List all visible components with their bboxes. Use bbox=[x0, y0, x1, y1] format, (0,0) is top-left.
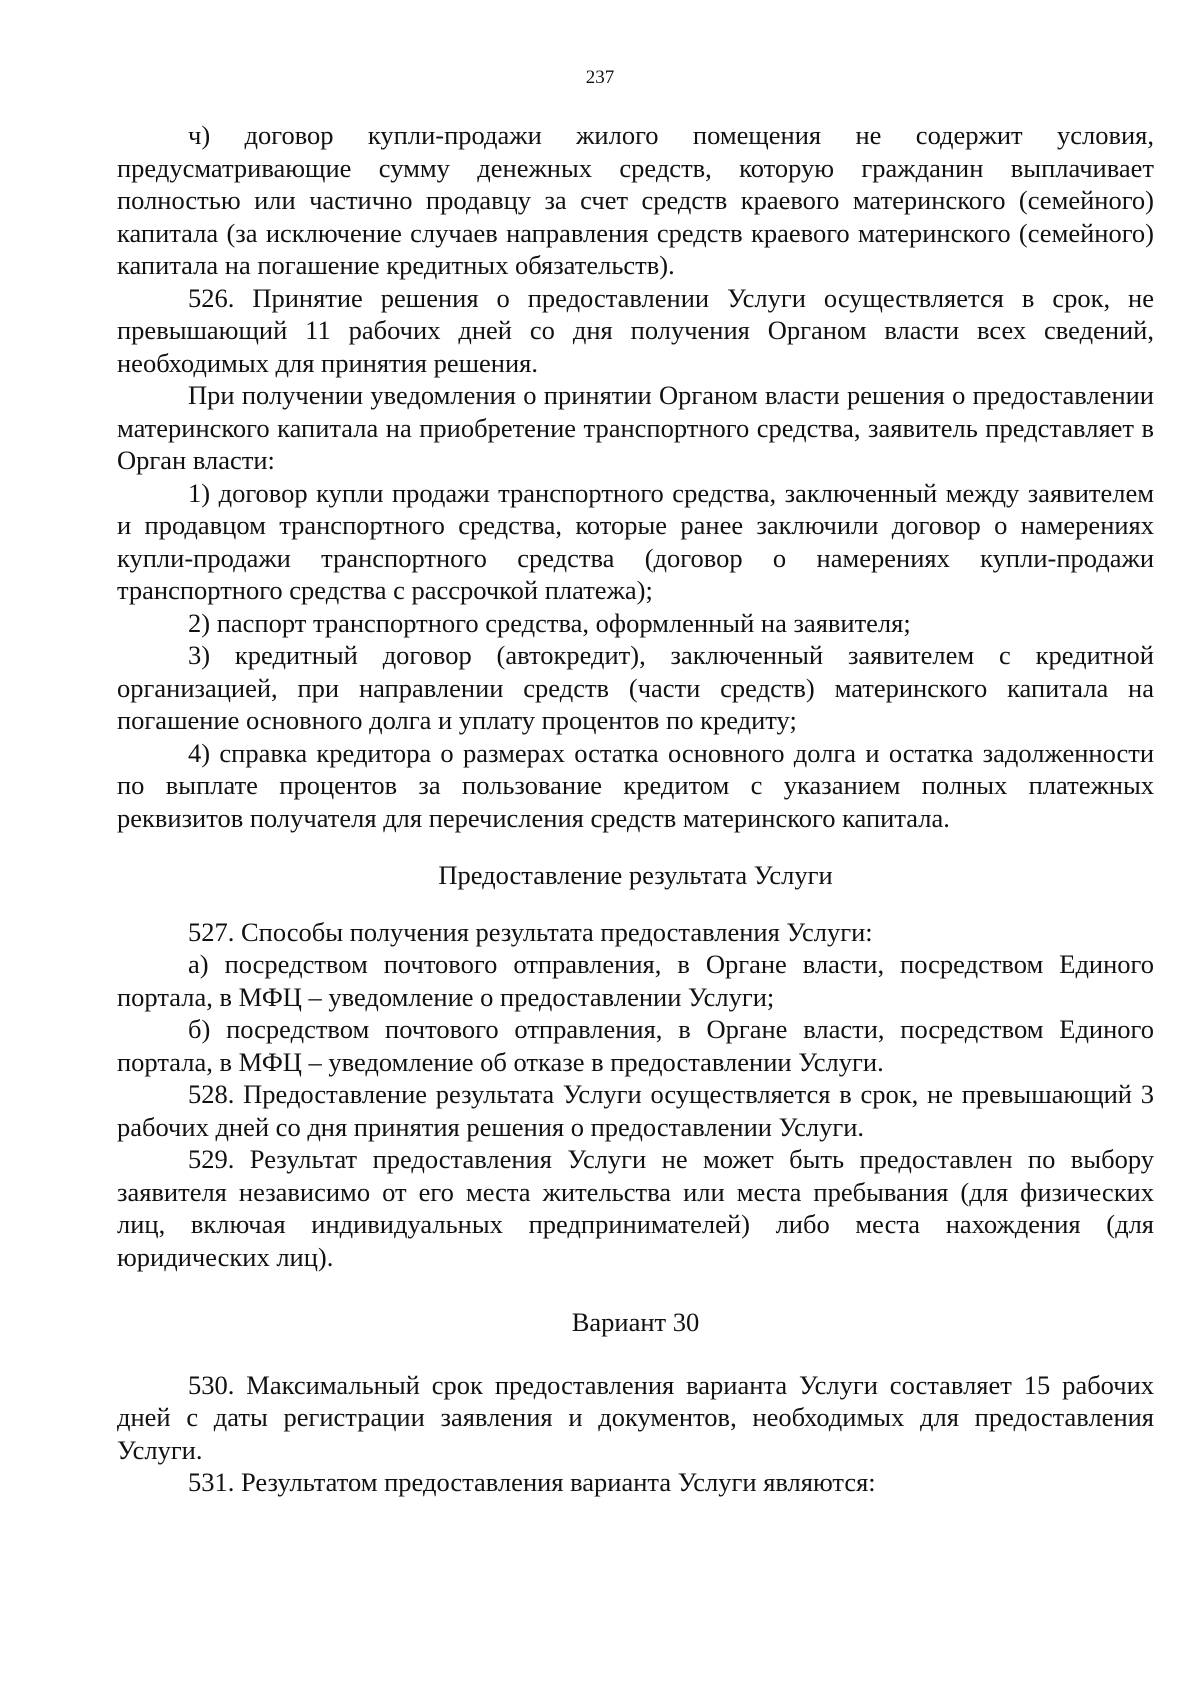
list-item-a: а) посредством почтового отправления, в Органе власти, посредством Единого портала, в МФЦ – уведомление о предоставлении Услуги; bbox=[117, 949, 1154, 1012]
paragraph-526: 526. Принятие решения о предоставлении Услуги осуществляется в срок, не превышающий 11 рабочих дней со дня получения Органом власти всех сведений, необходимых для принятия решения. bbox=[117, 282, 1154, 378]
list-item-1: 1) договор купли продажи транспортного средства, заключенный между заявителем и продавцом транспортного средства, которые ранее заключили договор о намерениях купли-продажи транспортного средства (договор о намерениях купли-продажи транспортного средства с рассрочкой платежа); bbox=[117, 477, 1154, 605]
paragraph-529: 529. Результат предоставления Услуги не может быть предоставлен по выбору заявителя независимо от его места жительства или места пребывания (для физических лиц, включая индивидуальных предпринимателей) либо места нахождения (для юридических лиц). bbox=[117, 1144, 1154, 1272]
list-item-2: 2) паспорт транспортного средства, оформленный на заявителя; bbox=[188, 607, 911, 638]
spacer bbox=[117, 834, 1154, 859]
spacer bbox=[117, 1339, 1154, 1369]
paragraph-531: 531. Результатом предоставления варианта Услуги являются: bbox=[188, 1467, 876, 1497]
spacer bbox=[117, 892, 1154, 916]
page-number: 237 bbox=[585, 67, 615, 88]
section-heading-result: Предоставление результата Услуги bbox=[438, 860, 833, 890]
list-item-b: б) посредством почтового отправления, в Органе власти, посредством Единого портала, в МФЦ – уведомление об отказе в предоставлении Услуги. bbox=[117, 1014, 1154, 1077]
paragraph-527: 527. Способы получения результата предоставления Услуги: bbox=[188, 916, 873, 947]
paragraph-clause-ch: ч) договор купли-продажи жилого помещения не содержит условия, предусматривающие сумму денежных средств, которую гражданин выплачивает полностью или частично продавцу за счет средств краевого материнского (семейного) капитала (за исключение случаев направления средств краевого материнского (семейного) капитала на погашение кредитных обязательств). bbox=[117, 120, 1154, 280]
list-item-3: 3) кредитный договор (автокредит), заключенный заявителем с кредитной организацией, при направлении средств (части средств) материнского капитала на погашение основного долга и уплату процентов по кредиту; bbox=[117, 640, 1154, 735]
list-item-4: 4) справка кредитора о размерах остатка основного долга и остатка задолженности по выплате процентов за пользование кредитом с указанием полных платежных реквизитов получателя для перечисления средств материнского капитала. bbox=[117, 737, 1154, 833]
spacer bbox=[117, 1273, 1154, 1306]
paragraph-528: 528. Предоставление результата Услуги осуществляется в срок, не превышающий 3 рабочих дней со дня принятия решения о предоставлении Услуги. bbox=[117, 1079, 1154, 1142]
section-heading-variant-30: Вариант 30 bbox=[571, 1307, 700, 1337]
paragraph-530: 530. Максимальный срок предоставления варианта Услуги составляет 15 рабочих дней с даты регистрации заявления и документов, необходимых для предоставления Услуги. bbox=[117, 1369, 1154, 1465]
paragraph-notification: При получении уведомления о принятии Органом власти решения о предоставлении материнского капитала на приобретение транспортного средства, заявитель представляет в Орган власти: bbox=[117, 380, 1154, 475]
document-body bbox=[117, 119, 1154, 1499]
